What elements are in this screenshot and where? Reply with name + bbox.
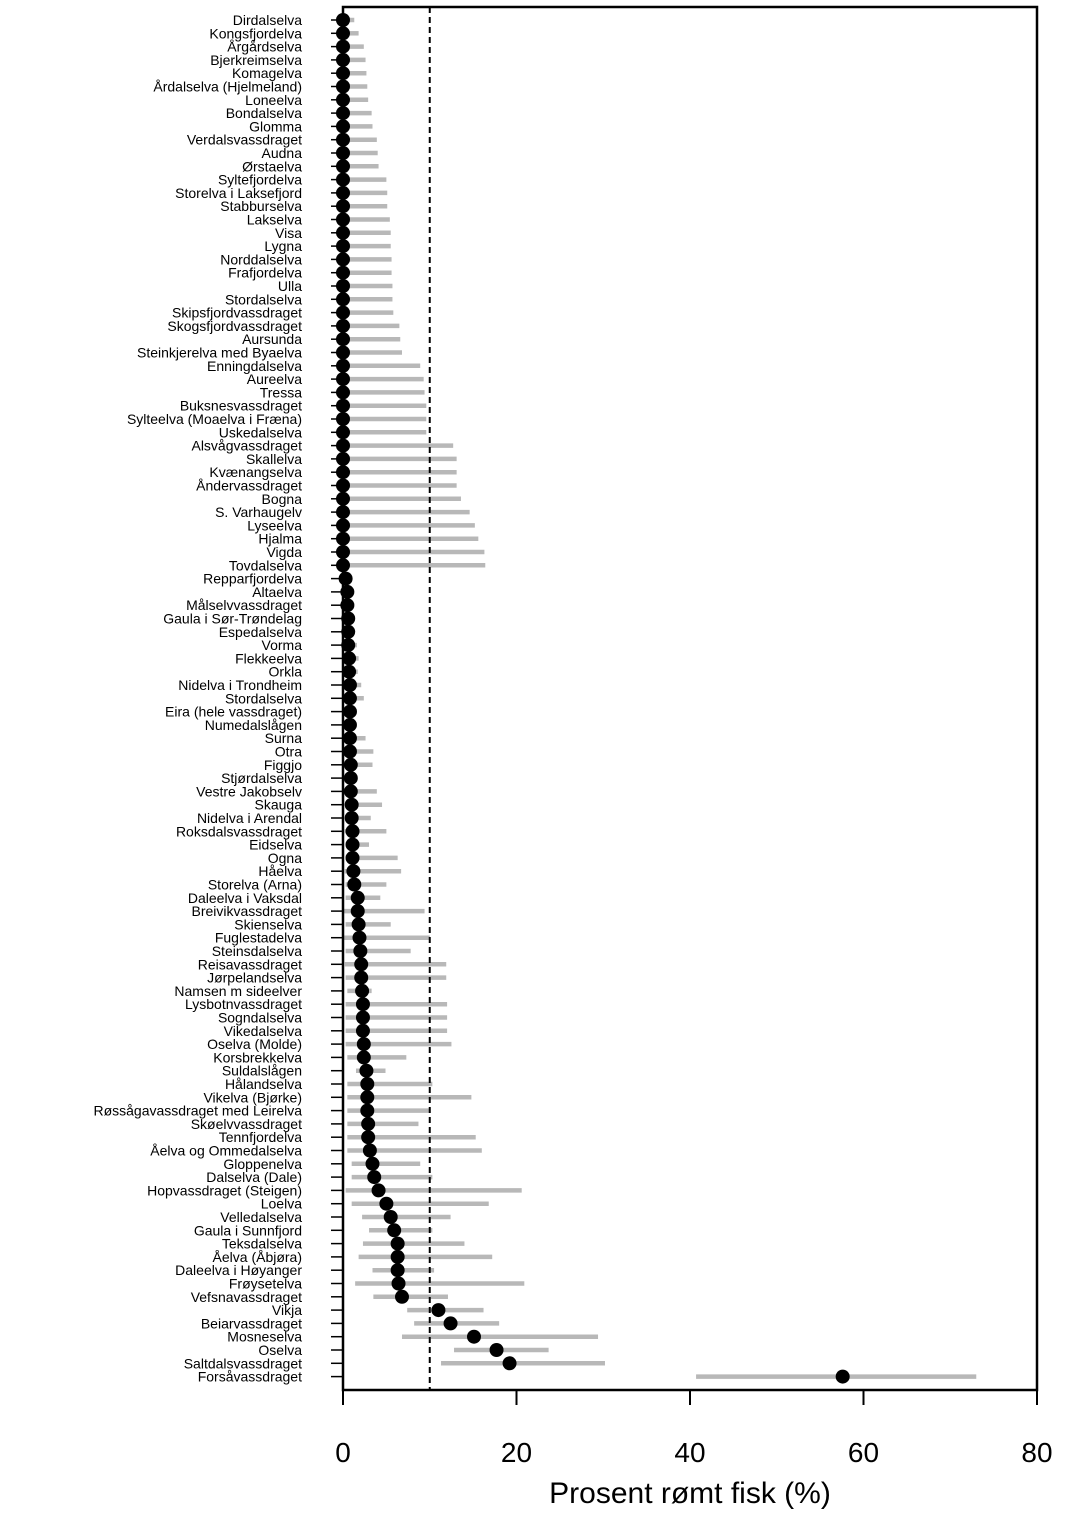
data-point: [360, 1104, 374, 1118]
category-label: Dirdalselva: [232, 12, 302, 28]
category-label: Roksdalsvassdraget: [175, 823, 302, 840]
data-point: [343, 705, 357, 719]
data-point: [344, 758, 358, 772]
category-label: Tovdalselva: [228, 557, 302, 574]
data-point: [345, 811, 359, 825]
category-label: Saltdalsvassdraget: [183, 1355, 302, 1372]
category-label: Skøelvvassdraget: [190, 1115, 302, 1132]
category-label: Buksnesvassdraget: [179, 397, 302, 414]
x-tick-label: 40: [674, 1437, 706, 1468]
category-label: Numedalslågen: [204, 716, 302, 733]
data-point: [467, 1330, 481, 1344]
category-label: Eidselva: [249, 836, 302, 853]
category-label: Lakselva: [246, 211, 302, 228]
category-label: Vigda: [266, 544, 302, 560]
category-label: Stabburselva: [220, 198, 302, 215]
category-label: Namsen m sideelver: [174, 982, 302, 999]
category-label: Loelva: [260, 1195, 302, 1212]
category-label: Årdalselva (Hjelmeland): [153, 78, 302, 95]
data-point: [346, 864, 360, 878]
category-label: Orkla: [268, 663, 302, 680]
category-label: Tennfjordelva: [218, 1129, 302, 1146]
category-label: Oselva: [258, 1342, 302, 1358]
category-label: Kvænangselva: [209, 464, 302, 481]
data-point: [391, 1250, 405, 1264]
data-point: [344, 784, 358, 798]
category-label: Røssågavassdraget med Leirelva: [93, 1102, 302, 1119]
data-point: [352, 917, 366, 931]
category-label: Bogna: [261, 490, 302, 507]
data-point: [346, 838, 360, 852]
category-label: Enningdalselva: [207, 357, 302, 374]
data-point: [356, 997, 370, 1011]
category-label: Hjalma: [258, 530, 302, 547]
category-label: Korsbrekkelva: [213, 1049, 302, 1066]
category-label: Mosneselva: [227, 1328, 302, 1345]
category-label: Storelva i Laksefjord: [175, 184, 302, 201]
category-label: Målselvvassdraget: [186, 597, 302, 614]
category-label: S. Varhaugelv: [215, 504, 302, 521]
category-label: Daleelva i Høyanger: [175, 1262, 302, 1279]
category-label: Stordalselva: [224, 690, 302, 707]
x-tick-label: 20: [500, 1437, 533, 1468]
x-tick-label: 80: [1021, 1437, 1053, 1468]
category-label: Vestre Jakobselv: [196, 783, 302, 800]
data-point: [355, 984, 369, 998]
data-point: [354, 971, 368, 985]
category-label: Vikedalselva: [223, 1022, 302, 1039]
category-label: Lysbotnvassdraget: [185, 996, 302, 1013]
category-label: Lygna: [264, 238, 302, 255]
category-label: Håelva: [258, 863, 302, 880]
data-point: [431, 1303, 445, 1317]
data-point: [346, 851, 360, 865]
category-label: Verdalsvassdraget: [186, 131, 302, 148]
x-tick-label: 0: [335, 1437, 351, 1468]
data-point: [395, 1290, 409, 1304]
data-point: [503, 1356, 517, 1370]
category-label: Vikelva (Bjørke): [203, 1089, 302, 1106]
category-label: Beiarvassdraget: [200, 1315, 302, 1332]
category-label: Frøysetelva: [228, 1275, 302, 1292]
category-label: Skallelva: [245, 450, 302, 467]
category-label: Gloppenelva: [223, 1155, 302, 1172]
category-label: Sylteelva (Moaelva i Fræna): [126, 411, 302, 427]
category-label: Fuglestadelva: [214, 929, 302, 946]
data-point: [444, 1316, 458, 1330]
category-label: Loneelva: [245, 91, 302, 108]
category-label: Otra: [274, 743, 302, 760]
data-point: [351, 891, 365, 905]
category-label: Norddalselva: [220, 251, 302, 268]
category-label: Daleelva i Vaksdal: [187, 889, 302, 906]
x-axis-title: Prosent rømt fisk (%): [549, 1477, 831, 1510]
data-point: [351, 904, 365, 918]
data-point: [391, 1263, 405, 1277]
category-label: Syltefjordelva: [217, 171, 302, 188]
category-label: Steinkjerelva med Byaelva: [137, 344, 302, 361]
data-point: [372, 1183, 386, 1197]
category-label: Kongsfjordelva: [209, 25, 302, 42]
category-label: Ulla: [277, 278, 302, 294]
category-label: Repparfjordelva: [203, 570, 302, 587]
data-point: [391, 1237, 405, 1251]
category-label: Vorma: [261, 637, 302, 654]
data-point: [387, 1223, 401, 1237]
category-label: Flekkeelva: [235, 650, 302, 667]
category-label: Teksdalselva: [221, 1235, 302, 1252]
data-point: [343, 718, 357, 732]
data-point: [392, 1277, 406, 1291]
data-point: [360, 1090, 374, 1104]
category-label: Reisavassdraget: [197, 956, 302, 973]
category-label: Storelva (Arna): [207, 876, 302, 893]
data-point: [379, 1197, 393, 1211]
data-point: [344, 771, 358, 785]
data-point: [354, 957, 368, 971]
category-label: Bondalselva: [225, 105, 302, 122]
data-point: [361, 1130, 375, 1144]
data-point: [365, 1157, 379, 1171]
data-point: [490, 1343, 504, 1357]
data-point: [359, 1064, 373, 1078]
category-label: Forsåvassdraget: [197, 1368, 302, 1385]
category-label: Nidelva i Trondheim: [178, 677, 302, 693]
category-label: Skogsfjordvassdraget: [167, 317, 302, 334]
data-point: [356, 1024, 370, 1038]
category-label: Sogndalselva: [217, 1009, 302, 1026]
category-label-layer: [93, 12, 343, 1385]
category-label: Lyseelva: [247, 517, 302, 534]
category-label: Komagelva: [231, 65, 302, 82]
category-label: Tressa: [259, 384, 302, 401]
category-label: Hålandselva: [224, 1076, 302, 1092]
data-point: [352, 931, 366, 945]
category-label: Vikja: [271, 1302, 302, 1319]
category-label: Åelva og Ommedalselva: [150, 1142, 302, 1159]
data-point: [343, 745, 357, 759]
category-label: Skipsfjordvassdraget: [172, 304, 302, 321]
category-label: Espedalselva: [218, 623, 302, 640]
category-label: Breivikvassdraget: [191, 903, 302, 920]
data-point: [343, 691, 357, 705]
category-label: Frafjordelva: [228, 264, 302, 281]
category-label: Skienselva: [234, 916, 302, 933]
data-point: [346, 824, 360, 838]
category-label: Visa: [275, 224, 302, 241]
data-point: [343, 731, 357, 745]
category-label: Ogna: [267, 849, 302, 866]
x-axis: [335, 1390, 1052, 1468]
interval-layer: [343, 20, 976, 1377]
data-point: [360, 1077, 374, 1091]
category-label: Eira (hele vassdraget): [165, 703, 302, 720]
category-label: Skauga: [254, 796, 302, 813]
data-point: [836, 1370, 850, 1384]
data-point: [384, 1210, 398, 1224]
data-point: [356, 1011, 370, 1025]
category-label: Bjerkreimselva: [210, 51, 302, 68]
data-point: [363, 1144, 377, 1158]
data-point: [357, 1050, 371, 1064]
category-label: Figgjo: [263, 756, 302, 773]
category-label: Nidelva i Arendal: [196, 810, 302, 826]
category-label: Velledalselva: [220, 1209, 302, 1225]
category-label: Alsvågvassdraget: [191, 437, 302, 454]
category-label: Vefsnavassdraget: [190, 1288, 302, 1305]
category-label: Suldalslågen: [221, 1062, 302, 1079]
category-label: Aursunda: [242, 331, 302, 348]
category-label: Surna: [264, 730, 302, 747]
category-label: Ørstaelva: [242, 158, 302, 175]
category-label: Gaula i Sør-Trøndelag: [163, 610, 302, 627]
category-label: Glomma: [249, 118, 302, 135]
category-label: Åelva (Åbjøra): [212, 1248, 302, 1265]
category-label: Stjørdalselva: [221, 770, 302, 787]
category-label: Altaelva: [252, 583, 302, 600]
category-label: Årgårdselva: [227, 38, 302, 55]
data-point: [353, 944, 367, 958]
data-point: [361, 1117, 375, 1131]
data-point: [345, 798, 359, 812]
data-point: [357, 1037, 371, 1051]
category-label: Stordalselva: [224, 291, 302, 308]
category-label: Åndervassdraget: [196, 477, 302, 494]
data-point: [343, 678, 357, 692]
data-point: [347, 878, 361, 892]
category-label: Oselva (Molde): [207, 1036, 302, 1053]
category-label: Gaula i Sunnfjord: [193, 1222, 302, 1239]
x-tick-label: 60: [847, 1437, 880, 1468]
category-label: Jørpelandselva: [207, 969, 302, 986]
category-label: Dalselva (Dale): [206, 1169, 302, 1186]
category-label: Aureelva: [246, 371, 302, 388]
plot-frame: [343, 7, 1037, 1390]
category-label: Uskedalselva: [218, 424, 302, 441]
category-label: Audna: [261, 145, 302, 161]
data-point: [367, 1170, 381, 1184]
category-label: Steinsdalselva: [211, 943, 302, 959]
category-label: Hopvassdraget (Steigen): [147, 1182, 302, 1199]
